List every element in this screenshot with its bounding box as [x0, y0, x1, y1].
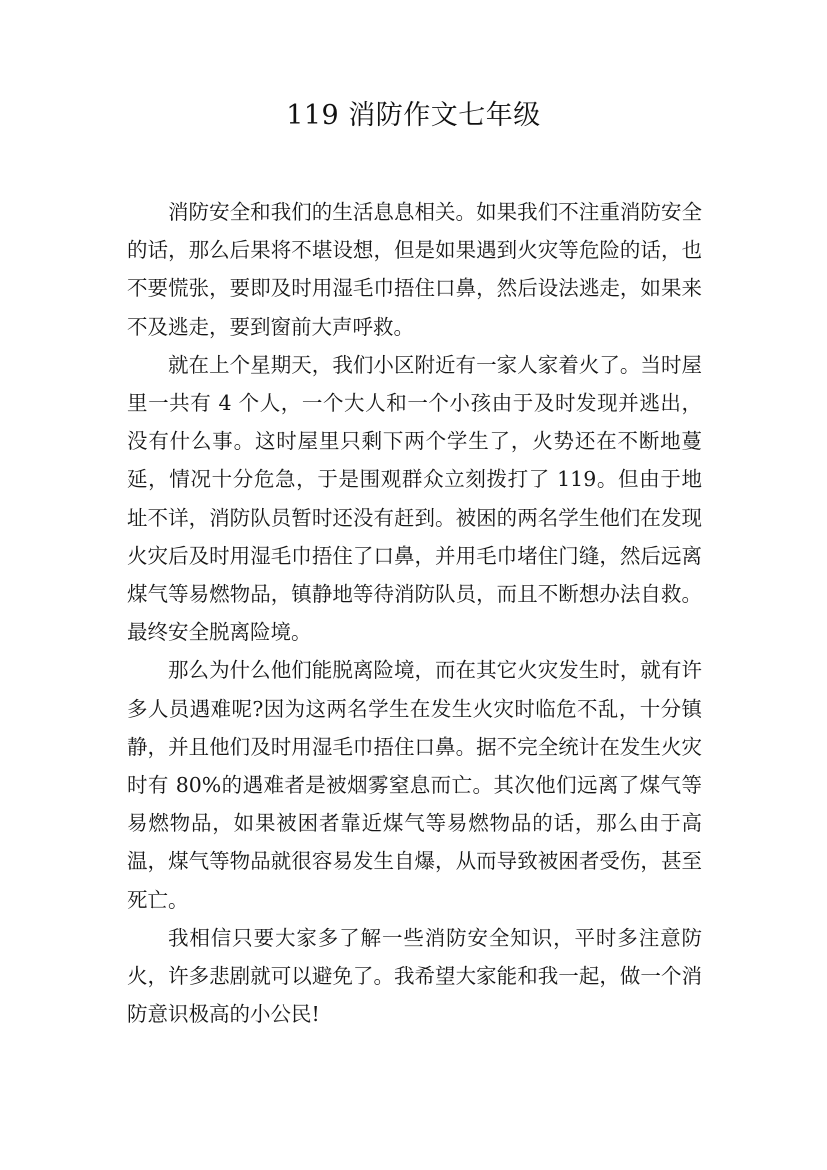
- document-title: 119 消防作文七年级: [286, 100, 541, 131]
- paragraph-1: 消防安全和我们的生活息息相关。如果我们不注重消防安全的话，那么后果将不堪设想，但是如果遇到火灾等危险的话，也不要慌张，要即及时用湿毛巾捂住口鼻，然后设法逃走，如果来不及逃走，要到窗前大声呼救。: [127, 200, 702, 339]
- document-body: [127, 193, 702, 1033]
- paragraph-2: 就在上个星期天，我们小区附近有一家人家着火了。当时屋里一共有 4 个人，一个大人和一个小孩由于及时发现并逃出，没有什么事。这时屋里只剩下两个学生了，火势还在不断地蔓延，情况十分危急，于是围观群众立刻拨打了 119。但由于地址不详，消防队员暂时还没有赶到。被困的两名学生他们在发现火灾后及时用湿毛巾捂住了口鼻，并用毛巾堵住门缝，然后远离煤气等易燃物品，镇静地等待消防队员，而且不断想办法自救。最终安全脱离险境。: [127, 352, 702, 645]
- paragraph-4: 我相信只要大家多了解一些消防安全知识，平时多注意防火，许多悲剧就可以避免了。我希望大家能和我一起，做一个消防意识极高的小公民!: [127, 925, 702, 1027]
- paragraph-3: 那么为什么他们能脱离险境，而在其它火灾发生时，就有许多人员遇难呢?因为这两名学生在发生火灾时临危不乱，十分镇静，并且他们及时用湿毛巾捂住口鼻。据不完全统计在发生火灾时有 80%的遇难者是被烟雾窒息而亡。其次他们远离了煤气等易燃物品，如果被困者靠近煤气等易燃物品的话，那么由于高温，煤气等物品就很容易发生自爆，从而导致被困者受伤，甚至死亡。: [127, 658, 702, 912]
